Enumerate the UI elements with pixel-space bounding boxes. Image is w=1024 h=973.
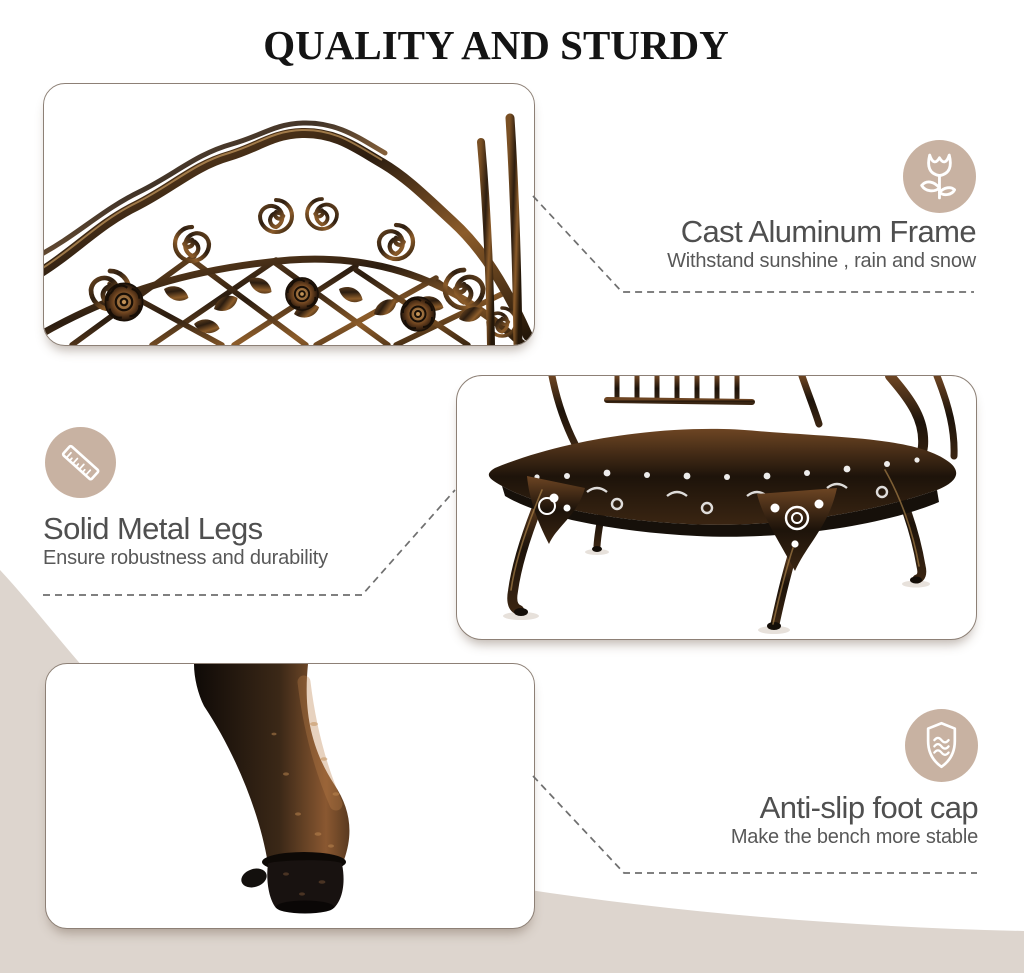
page-title: QUALITY AND STURDY (263, 22, 729, 69)
photo-card-bench (456, 375, 977, 640)
foot-cap-photo (46, 664, 534, 928)
ruler-icon (45, 427, 116, 498)
feature-heading: Cast Aluminum Frame (680, 214, 976, 249)
feature-heading: Solid Metal Legs (43, 511, 263, 546)
photo-card-footcap (45, 663, 535, 929)
feature-cast-aluminum-frame (667, 215, 976, 275)
bench-legs-photo (457, 376, 976, 639)
bench-backrest-photo (44, 84, 534, 345)
feature-anti-slip-foot-cap (731, 791, 978, 851)
photo-card-backrest (43, 83, 535, 346)
feature-subtext: Withstand sunshine , rain and snow (667, 250, 976, 272)
shield-icon (905, 709, 978, 782)
feature-subtext: Make the bench more stable (730, 826, 978, 848)
feature-solid-metal-legs (43, 512, 328, 572)
feature-subtext: Ensure robustness and durability (43, 547, 328, 569)
feature-heading: Anti-slip foot cap (759, 790, 978, 825)
rose-icon (903, 140, 976, 213)
